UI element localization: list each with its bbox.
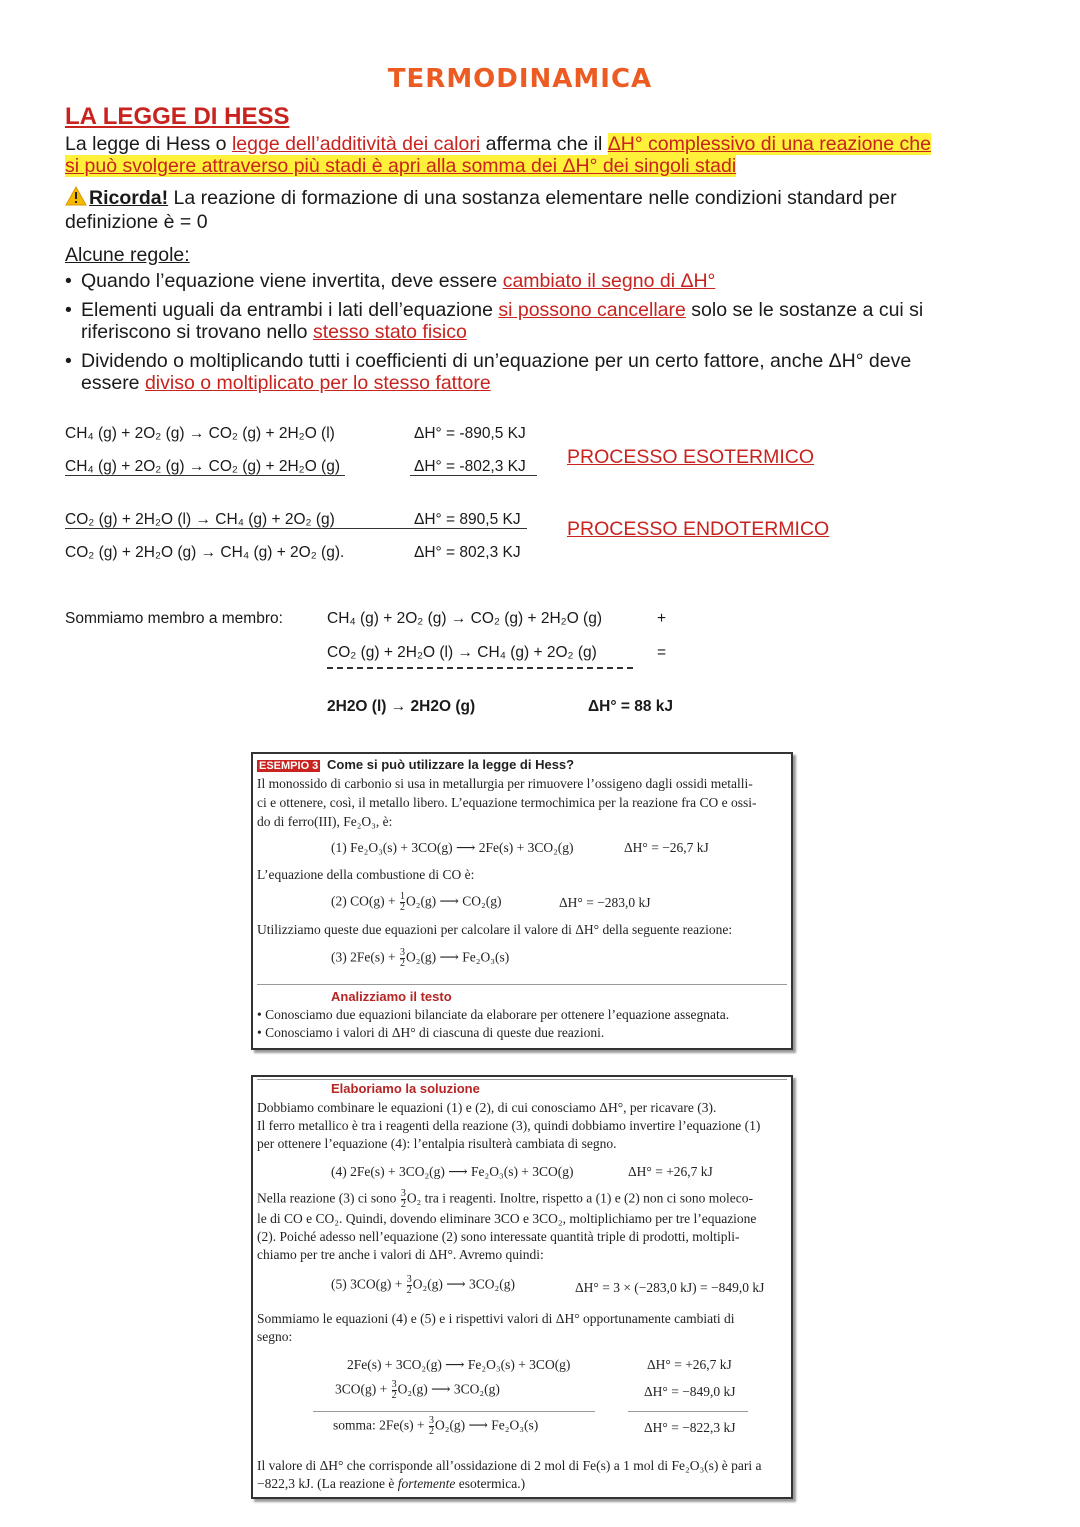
solution-sum-2-b: O₂(g) ⟶ 3CO₂(g)	[397, 1381, 500, 1397]
rule-2-emphasis-2: stesso stato fisico	[312, 321, 467, 343]
rule-2-text-3: riferiscono si trovano nello	[81, 321, 313, 343]
solution-text-9: segno:	[257, 1329, 293, 1344]
equation-2-dh-underline	[410, 475, 537, 476]
example-equation-3-b: O₂(g) ⟶ Fe₂O₃(s)	[405, 949, 510, 965]
fraction-denominator: 2	[391, 1390, 397, 1401]
example-equation-2-b: O₂(g) ⟶ CO₂(g)	[405, 893, 502, 909]
example-equation-1-dh: ΔH° = −26,7 kJ	[624, 840, 709, 855]
equation-1: CH₄ (g) + 2O₂ (g) → CO₂ (g) + 2H₂O (l)	[65, 425, 335, 442]
example-equation-3	[331, 948, 509, 969]
rule-2-emphasis: si possono cancellare	[498, 299, 686, 321]
solution-sum-1-dh: ΔH° = +26,7 kJ	[647, 1357, 732, 1372]
fraction	[392, 1380, 397, 1401]
solution-sum-divider	[313, 1411, 595, 1412]
sum-result: 2H2O (l) → 2H2O (g)	[327, 698, 476, 715]
solution-box	[251, 1075, 793, 1499]
section-title: LA LEGGE DI HESS	[65, 103, 290, 130]
intro-term: legge dell’additività dei calori	[231, 133, 481, 155]
fraction-denominator: 2	[406, 1285, 412, 1296]
solution-conclusion-2	[257, 1475, 525, 1494]
equation-3: CO₂ (g) + 2H₂O (l) → CH₄ (g) + 2O₂ (g)	[65, 511, 335, 528]
solution-text-7: chiamo per tre anche i valori di ΔH°. Avremo quindi:	[257, 1247, 544, 1262]
solution-text-8: Sommiamo le equazioni (4) e (5) e i rispettivi valori di ΔH° opportunamente cambiati di	[257, 1311, 735, 1326]
bullet-icon: •	[65, 350, 72, 372]
fraction-denominator: 2	[399, 902, 405, 913]
example-text-1: Il monossido di carbonio si usa in metallurgia per rimuovere l’ossigeno dagli ossidi metalli-	[257, 776, 753, 791]
example-text-3: do di ferro(III), Fe₂O₃, è:	[257, 814, 393, 829]
solution-sum-total-a: somma: 2Fe(s) +	[333, 1417, 425, 1433]
solution-equation-5-a: (5) 3CO(g) +	[331, 1276, 403, 1292]
solution-text-4	[257, 1189, 753, 1210]
rule-1-text: Quando l’equazione viene invertita, deve essere	[81, 270, 503, 292]
solution-equation-5-b: O₂(g) ⟶ 3CO₂(g)	[412, 1276, 515, 1292]
bullet-icon: •	[65, 299, 72, 321]
solution-sum-2-a: 3CO(g) +	[335, 1381, 388, 1397]
solution-sum-2	[335, 1380, 500, 1401]
solution-text-4-a: Nella reazione (3) ci sono	[257, 1190, 397, 1206]
solution-text-5: le di CO e CO₂. Quindi, dovendo eliminare 3CO e 3CO₂, moltiplichiamo per tre l’equazione	[257, 1211, 757, 1226]
sum-label: Sommiamo membro a membro:	[65, 610, 283, 627]
solution-equation-4-dh: ΔH° = +26,7 kJ	[628, 1164, 713, 1179]
solution-sum-total-dh: ΔH° = −822,3 kJ	[644, 1420, 736, 1435]
rule-3	[65, 350, 1045, 394]
fraction-numerator: 1	[399, 891, 405, 902]
solution-equation-5	[331, 1275, 515, 1296]
remember-label: Ricorda!	[89, 187, 169, 209]
example-equation-2-a: (2) CO(g) +	[331, 893, 396, 909]
solution-sum-total-b: O₂(g) ⟶ Fe₂O₃(s)	[434, 1417, 539, 1433]
remember-text: La reazione di formazione di una sostanza elementare nelle condizioni standard per	[168, 187, 897, 209]
rule-3-emphasis: diviso o moltiplicato per lo stesso fattore	[144, 372, 491, 394]
solution-equation-5-dh: ΔH° = 3 × (−283,0 kJ) = −849,0 kJ	[575, 1280, 765, 1295]
solution-equation-4: (4) 2Fe(s) + 3CO₂(g) ⟶ Fe₂O₃(s) + 3CO(g)	[331, 1164, 574, 1179]
rule-3-text: Dividendo o moltiplicando tutti i coefficienti di un’equazione per un certo fattore, anche ΔH° deve	[81, 350, 912, 372]
intro-highlight-1: ΔH° complessivo di una reazione che	[607, 133, 931, 155]
example-box	[251, 752, 793, 1050]
solution-sum-dh-divider	[628, 1411, 748, 1412]
analyze-bullet-1: • Conosciamo due equazioni bilanciate da elaborare per ottenere l’equazione assegnata.	[257, 1007, 730, 1022]
intro-line-1	[65, 133, 931, 155]
fraction-numerator: 3	[391, 1379, 397, 1390]
rule-3-text-2: essere	[81, 372, 145, 394]
process-endothermic: PROCESSO ENDOTERMICO	[567, 518, 830, 540]
fraction	[429, 1416, 434, 1437]
analyze-bullet-2: • Conosciamo i valori di ΔH° di ciascuna di queste due reazioni.	[257, 1025, 605, 1040]
process-exothermic: PROCESSO ESOTERMICO	[567, 446, 815, 468]
solution-sum-1: 2Fe(s) + 3CO₂(g) ⟶ Fe₂O₃(s) + 3CO(g)	[347, 1357, 571, 1372]
bullet-icon: •	[65, 270, 72, 292]
equation-2-dh: ΔH° = -802,3 KJ	[414, 458, 526, 475]
solution-sum-2-dh: ΔH° = −849,0 kJ	[644, 1384, 736, 1399]
sum-operator-equals: =	[657, 644, 667, 661]
fraction-denominator: 2	[428, 1426, 434, 1437]
example-equation-1: (1) Fe₂O₃(s) + 3CO(g) ⟶ 2Fe(s) + 3CO₂(g)	[331, 840, 574, 855]
sum-divider	[327, 667, 633, 669]
solution-heading: Elaboriamo la soluzione	[331, 1081, 480, 1096]
fraction-numerator: 3	[400, 1188, 406, 1199]
intro-highlight-2: si può svolgere attraverso più stadi è apri alla somma dei ΔH° dei singoli stadi	[65, 155, 737, 177]
rule-2-text: Elementi uguali da entrambi i lati dell’equazione	[81, 299, 499, 321]
solution-conclusion-emphasis: fortemente	[397, 1476, 456, 1491]
remember-line-1	[65, 186, 897, 211]
solution-sum-total	[333, 1416, 538, 1437]
example-divider	[257, 984, 787, 985]
example-text-2: ci e ottenere, così, il metallo libero. L’equazione termochimica per la reazione fra CO e ossi-	[257, 795, 757, 810]
solution-text-3: per ottenere l’equazione (4): l’entalpia risulterà cambiata di segno.	[257, 1136, 617, 1151]
analyze-bullet-1-text: Conosciamo due equazioni bilanciate da elaborare per ottenere l’equazione assegnata.	[265, 1007, 730, 1022]
fraction-numerator: 3	[399, 947, 405, 958]
equation-2: CH₄ (g) + 2O₂ (g) → CO₂ (g) + 2H₂O (g)	[65, 458, 341, 475]
rule-1-emphasis: cambiato il segno di ΔH°	[502, 270, 716, 292]
equation-2-underline	[65, 475, 345, 476]
page-title: TERMODINAMICA	[387, 64, 653, 94]
sum-equation-2: CO₂ (g) + 2H₂O (l) → CH₄ (g) + 2O₂ (g)	[327, 644, 597, 661]
solution-text-6: (2). Poiché adesso nell’equazione (2) sono interessate quantità triple di prodotti, moltipli-	[257, 1229, 740, 1244]
intro-line-2	[65, 155, 736, 177]
analyze-bullet-2-text: Conosciamo i valori di ΔH° di ciascuna di queste due reazioni.	[265, 1025, 605, 1040]
example-equation-3-a: (3) 2Fe(s) +	[331, 949, 396, 965]
sum-equation-1: CH₄ (g) + 2O₂ (g) → CO₂ (g) + 2H₂O (g)	[327, 610, 603, 627]
fraction	[400, 892, 405, 913]
solution-text-1: Dobbiamo combinare le equazioni (1) e (2), di cui conosciamo ΔH°, per ricavare (3).	[257, 1100, 717, 1115]
rule-2-text-2: solo se le sostanze a cui si	[685, 299, 924, 321]
fraction	[407, 1275, 412, 1296]
fraction-denominator: 2	[399, 958, 405, 969]
solution-conclusion-2-b: esotermica.)	[455, 1476, 526, 1491]
equation-3-underline	[65, 528, 527, 529]
solution-text-4-b: O₂ tra i reagenti. Inoltre, rispetto a (1) e (2) non ci sono moleco-	[406, 1190, 754, 1206]
example-text-5: Utilizziamo queste due equazioni per calcolare il valore di ΔH° della seguente reazione:	[257, 922, 733, 937]
rules-title: Alcune regole:	[65, 244, 190, 266]
intro-text: La legge di Hess o	[65, 133, 232, 155]
equation-4: CO₂ (g) + 2H₂O (g) → CH₄ (g) + 2O₂ (g).	[65, 544, 345, 561]
solution-text-2: Il ferro metallico è tra i reagenti della reazione (3), quindi dobbiamo invertire l’equazione (1)	[257, 1118, 761, 1133]
example-equation-2-dh: ΔH° = −283,0 kJ	[559, 895, 651, 910]
sum-result-dh: ΔH° = 88 kJ	[588, 698, 673, 715]
fraction	[401, 1189, 406, 1210]
rule-1	[65, 270, 1025, 292]
example-tag: ESEMPIO 3	[259, 760, 319, 772]
fraction-denominator: 2	[400, 1199, 406, 1210]
equation-1-dh: ΔH° = -890,5 KJ	[414, 425, 526, 442]
example-text-4: L’equazione della combustione di CO è:	[257, 867, 475, 882]
solution-conclusion-2-a: −822,3 kJ. (La reazione è	[257, 1476, 398, 1491]
rule-2	[65, 299, 1025, 343]
equation-4-dh: ΔH° = 802,3 KJ	[414, 544, 521, 561]
fraction	[400, 948, 405, 969]
fraction-numerator: 3	[428, 1415, 434, 1426]
fraction-numerator: 3	[406, 1274, 412, 1285]
example-question: Come si può utilizzare la legge di Hess?	[327, 757, 575, 772]
warning-icon	[65, 186, 89, 211]
sum-operator-plus: +	[657, 610, 667, 627]
remember-line-2: definizione è = 0	[65, 211, 208, 233]
example-equation-2	[331, 892, 502, 913]
equation-3-dh: ΔH° = 890,5 KJ	[414, 511, 521, 528]
intro-text-2: afferma che il	[480, 133, 608, 155]
analyze-heading: Analizziamo il testo	[331, 989, 452, 1004]
solution-conclusion-1: Il valore di ΔH° che corrisponde all’ossidazione di 2 mol di Fe(s) a 1 mol di Fe₂O₃(s) è pari a	[257, 1458, 762, 1473]
